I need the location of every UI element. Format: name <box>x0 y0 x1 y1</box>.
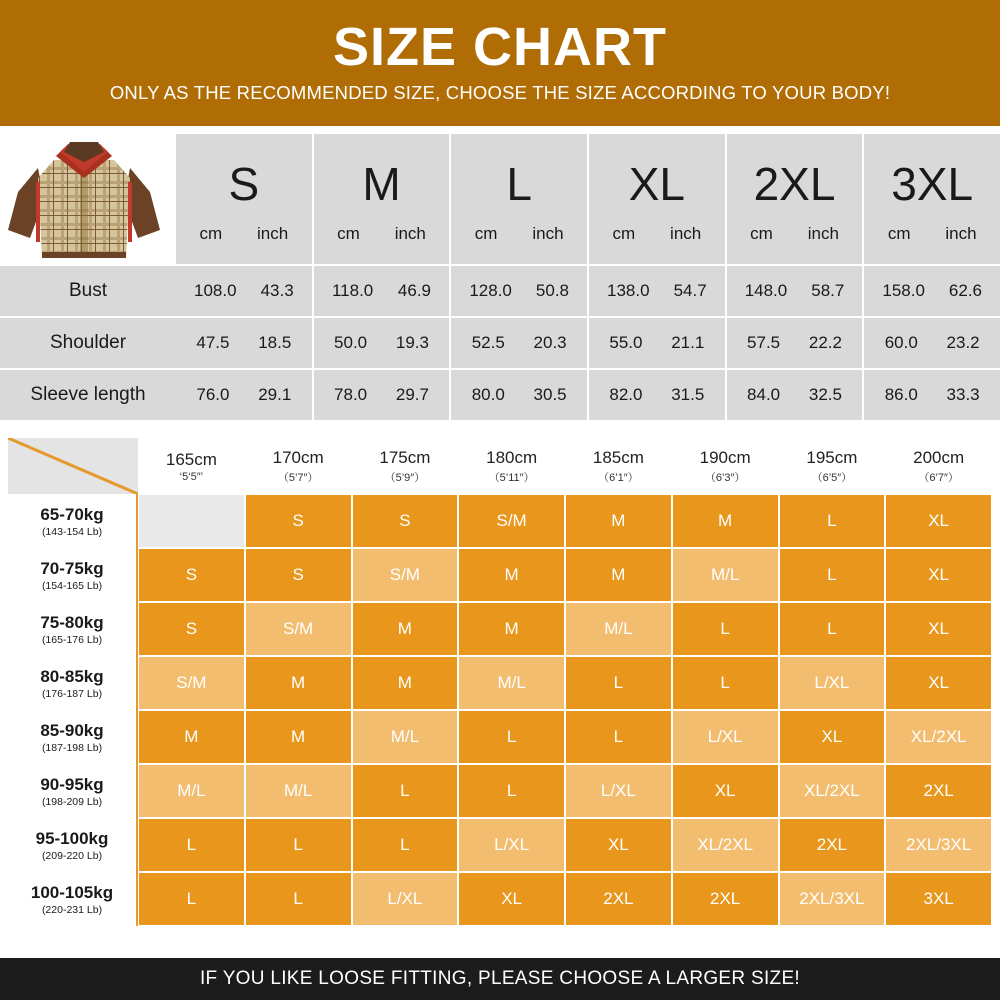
size-recommendation-cell: M/L <box>458 656 565 710</box>
value-cm: 76.0 <box>196 385 230 404</box>
height-header <box>458 438 565 494</box>
value-cm: 57.5 <box>747 333 781 352</box>
matrix-row <box>8 602 992 656</box>
size-recommendation-cell: M <box>352 602 459 656</box>
size-recommendation-cell: S <box>138 602 245 656</box>
height-header <box>565 438 672 494</box>
unit-cm: cm <box>337 224 360 243</box>
weight-kg: 85-90kg <box>40 720 104 740</box>
size-recommendation-cell: XL/2XL <box>672 818 779 872</box>
height-cm: 180cm <box>486 447 538 467</box>
table-row <box>0 318 1000 368</box>
size-recommendation-cell: M <box>352 656 459 710</box>
size-recommendation-cell: L/XL <box>672 710 779 764</box>
weight-label <box>8 548 138 602</box>
measure-cell <box>727 266 863 316</box>
height-ft: （5’11″） <box>488 471 535 484</box>
unit-cm: cm <box>199 224 223 243</box>
height-ft: （6’1″） <box>598 471 639 484</box>
value-cm: 50.0 <box>334 333 368 352</box>
size-recommendation-cell: L <box>138 872 245 926</box>
height-header <box>245 438 352 494</box>
weight-kg: 90-95kg <box>40 774 104 794</box>
footer-note: IF YOU LIKE LOOSE FITTING, PLEASE CHOOSE A LARGER SIZE! <box>0 958 1000 1000</box>
value-inch: 22.2 <box>808 333 842 352</box>
size-recommendation-cell: XL <box>565 818 672 872</box>
size-recommendation-cell: 2XL/3XL <box>779 872 886 926</box>
size-column-m <box>314 126 450 264</box>
size-recommendation-cell: XL/2XL <box>779 764 886 818</box>
size-recommendation-cell: S <box>138 548 245 602</box>
unit-cm: cm <box>887 224 911 243</box>
weight-kg: 65-70kg <box>40 504 104 524</box>
value-inch: 43.3 <box>260 281 294 300</box>
height-header <box>885 438 992 494</box>
size-recommendation-cell: L <box>672 602 779 656</box>
unit-inch: inch <box>807 224 839 243</box>
height-header <box>672 438 779 494</box>
weight-label <box>8 818 138 872</box>
measure-cell <box>451 266 587 316</box>
size-recommendation-cell: L <box>458 710 565 764</box>
size-recommendation-cell: XL <box>885 548 992 602</box>
measure-cell <box>589 318 725 368</box>
height-ft: （5’7″） <box>277 471 319 484</box>
size-column-xl <box>589 126 725 264</box>
matrix-row <box>8 656 992 710</box>
height-header <box>779 438 886 494</box>
value-cm: 138.0 <box>607 281 650 300</box>
size-recommendation-cell: M <box>138 710 245 764</box>
value-cm: 47.5 <box>196 333 230 352</box>
size-recommendation-cell: S/M <box>352 548 459 602</box>
size-recommendation-cell: S/M <box>458 494 565 548</box>
size-recommendation-cell: XL/2XL <box>885 710 992 764</box>
weight-lb: (143-154 Lb) <box>41 525 103 538</box>
measure-cell <box>727 370 863 420</box>
size-recommendation-cell: L/XL <box>565 764 672 818</box>
size-recommendation-cell: XL <box>885 602 992 656</box>
size-recommendation-cell: L <box>138 818 245 872</box>
weight-label <box>8 494 138 548</box>
size-recommendation-cell: M/L <box>245 764 352 818</box>
matrix-corner-divider <box>8 438 138 494</box>
value-cm: 55.0 <box>609 333 643 352</box>
value-cm: 118.0 <box>331 281 374 300</box>
weight-kg: 100-105kg <box>30 882 114 902</box>
weight-label <box>8 602 138 656</box>
height-cm: 185cm <box>592 447 644 467</box>
weight-kg: 75-80kg <box>40 612 104 632</box>
size-recommendation-cell: M <box>458 602 565 656</box>
size-recommendation-cell: S/M <box>245 602 352 656</box>
measure-cell <box>451 370 587 420</box>
height-header <box>138 438 245 494</box>
value-cm: 86.0 <box>884 385 918 404</box>
value-inch: 58.7 <box>811 281 845 300</box>
height-cm: 190cm <box>699 447 751 467</box>
weight-lb: (176-187 Lb) <box>41 687 103 700</box>
size-header-row <box>0 126 1000 264</box>
value-cm: 52.5 <box>471 333 505 352</box>
weight-label <box>8 710 138 764</box>
size-recommendation-cell: L <box>672 656 779 710</box>
value-cm: 148.0 <box>744 281 788 300</box>
weight-kg: 95-100kg <box>35 828 109 848</box>
value-inch: 18.5 <box>258 333 292 352</box>
weight-kg: 80-85kg <box>40 666 104 686</box>
measure-cell <box>864 266 1000 316</box>
size-recommendation-cell: L <box>565 656 672 710</box>
matrix-header-row <box>8 438 992 494</box>
size-recommendation-cell: 2XL <box>779 818 886 872</box>
measure-cell <box>864 318 1000 368</box>
measure-cell <box>314 318 450 368</box>
unit-cm: cm <box>474 224 498 243</box>
value-cm: 78.0 <box>334 385 368 404</box>
height-weight-matrix <box>0 438 1000 926</box>
measure-cell <box>176 266 312 316</box>
size-recommendation-cell: L/XL <box>352 872 459 926</box>
size-recommendation-cell: M/L <box>565 602 672 656</box>
measure-cell <box>176 370 312 420</box>
weight-lb: (209-220 Lb) <box>41 849 103 862</box>
matrix-row <box>8 548 992 602</box>
weight-label <box>8 656 138 710</box>
height-header <box>352 438 459 494</box>
height-cm: 165cm <box>165 449 217 469</box>
unit-inch: inch <box>394 224 426 243</box>
matrix-row <box>8 494 992 548</box>
measurement-table <box>0 126 1000 420</box>
size-recommendation-cell: L <box>779 602 886 656</box>
size-recommendation-cell: 2XL <box>565 872 672 926</box>
value-inch: 29.7 <box>395 385 429 404</box>
value-inch: 46.9 <box>397 281 431 300</box>
unit-inch: inch <box>532 224 564 243</box>
value-inch: 50.8 <box>535 281 569 300</box>
measure-cell <box>589 370 725 420</box>
value-inch: 19.3 <box>395 333 429 352</box>
weight-lb: (187-198 Lb) <box>41 741 103 754</box>
value-inch: 62.6 <box>948 281 983 300</box>
height-ft: ‘5‘5″’ <box>179 470 204 483</box>
size-recommendation-cell: M <box>245 710 352 764</box>
row-label-shoulder: Shoulder <box>0 318 176 368</box>
size-label: XL <box>628 158 685 210</box>
size-recommendation-cell: M/L <box>352 710 459 764</box>
weight-label <box>8 764 138 818</box>
measure-cell <box>314 266 450 316</box>
size-recommendation-cell: S <box>245 494 352 548</box>
weight-label <box>8 872 138 926</box>
size-recommendation-cell: L <box>245 872 352 926</box>
height-cm: 170cm <box>272 447 324 467</box>
matrix-row <box>8 872 992 926</box>
size-recommendation-cell: L <box>779 494 886 548</box>
size-recommendation-cell: 2XL <box>885 764 992 818</box>
measure-cell <box>727 318 863 368</box>
measure-cell <box>451 318 587 368</box>
value-inch: 20.3 <box>533 333 567 352</box>
value-cm: 128.0 <box>469 281 512 300</box>
header-banner <box>0 0 1000 126</box>
size-recommendation-cell: M <box>458 548 565 602</box>
value-inch: 54.7 <box>673 281 707 300</box>
height-ft: （6’3″） <box>704 471 746 484</box>
product-photo <box>0 134 168 264</box>
size-recommendation-cell: XL <box>458 872 565 926</box>
unit-cm: cm <box>750 224 773 243</box>
weight-lb: (154-165 Lb) <box>41 579 103 592</box>
value-cm: 84.0 <box>747 385 781 404</box>
page-title: SIZE CHART <box>333 17 667 77</box>
size-recommendation-cell: S <box>245 548 352 602</box>
size-recommendation-cell: M <box>672 494 779 548</box>
value-inch: 32.5 <box>808 385 842 404</box>
value-cm: 108.0 <box>194 281 237 300</box>
unit-inch: inch <box>670 224 702 243</box>
value-inch: 21.1 <box>671 333 705 352</box>
height-cm: 200cm <box>913 447 965 467</box>
height-ft: （6’7″） <box>918 471 959 484</box>
matrix-row <box>8 764 992 818</box>
value-inch: 29.1 <box>258 385 292 404</box>
size-recommendation-cell: L <box>458 764 565 818</box>
size-recommendation-cell: M <box>565 494 672 548</box>
size-recommendation-cell: L/XL <box>779 656 886 710</box>
size-column-s <box>176 126 312 264</box>
table-row <box>0 370 1000 420</box>
matrix-row <box>8 818 992 872</box>
matrix-row <box>8 710 992 764</box>
size-recommendation-cell: L <box>352 818 459 872</box>
matrix-body <box>8 494 992 926</box>
value-cm: 158.0 <box>882 281 925 300</box>
size-recommendation-cell: XL <box>672 764 779 818</box>
size-recommendation-cell: XL <box>779 710 886 764</box>
measure-cell <box>589 266 725 316</box>
unit-cm: cm <box>612 224 636 243</box>
value-inch: 30.5 <box>533 385 567 404</box>
size-recommendation-cell: M <box>245 656 352 710</box>
unit-inch: inch <box>257 224 289 243</box>
measure-cell <box>314 370 450 420</box>
size-recommendation-cell: S/M <box>138 656 245 710</box>
size-label: S <box>228 158 260 210</box>
size-recommendation-cell: L <box>352 764 459 818</box>
value-cm: 82.0 <box>609 385 643 404</box>
weight-lb: (165-176 Lb) <box>41 633 103 646</box>
size-recommendation-cell: L <box>779 548 886 602</box>
size-label: L <box>506 158 532 210</box>
header-subtitle: ONLY AS THE RECOMMENDED SIZE, CHOOSE THE SIZE ACCORDING TO YOUR BODY! <box>109 82 891 103</box>
measure-cell <box>864 370 1000 420</box>
size-recommendation-cell: S <box>352 494 459 548</box>
size-recommendation-cell: M/L <box>138 764 245 818</box>
size-column-3xl <box>864 126 1000 264</box>
size-recommendation-cell: L <box>245 818 352 872</box>
size-recommendation-cell: XL <box>885 656 992 710</box>
size-column-l <box>451 126 587 264</box>
weight-lb: (220-231 Lb) <box>41 903 103 916</box>
value-inch: 33.3 <box>946 385 980 404</box>
size-label: M <box>362 158 401 210</box>
table-row <box>0 266 1000 316</box>
weight-kg: 70-75kg <box>40 558 104 578</box>
size-recommendation-cell: L/XL <box>458 818 565 872</box>
row-label-sleeve-length: Sleeve length <box>0 370 176 420</box>
size-recommendation-cell: 2XL <box>672 872 779 926</box>
size-label: 2XL <box>753 158 836 210</box>
size-recommendation-cell: M <box>565 548 672 602</box>
size-recommendation-cell: 3XL <box>885 872 992 926</box>
value-inch: 23.2 <box>946 333 980 352</box>
size-recommendation-cell: XL <box>885 494 992 548</box>
product-image-cell <box>0 126 176 264</box>
measure-cell <box>176 318 312 368</box>
size-recommendation-cell: M/L <box>672 548 779 602</box>
value-inch: 31.5 <box>671 385 705 404</box>
weight-lb: (198-209 Lb) <box>41 795 103 808</box>
height-ft: （5’9″） <box>384 471 426 484</box>
row-label-bust: Bust <box>0 266 176 316</box>
value-cm: 60.0 <box>884 333 918 352</box>
height-cm: 195cm <box>806 447 858 467</box>
value-cm: 80.0 <box>471 385 505 404</box>
size-column-2xl <box>727 126 863 264</box>
height-ft: （6’5″） <box>811 471 853 484</box>
size-recommendation-cell: L <box>565 710 672 764</box>
height-cm: 175cm <box>379 447 431 467</box>
unit-inch: inch <box>945 224 977 243</box>
size-label: 3XL <box>891 158 974 210</box>
size-recommendation-cell <box>138 494 245 548</box>
size-recommendation-cell: 2XL/3XL <box>885 818 992 872</box>
